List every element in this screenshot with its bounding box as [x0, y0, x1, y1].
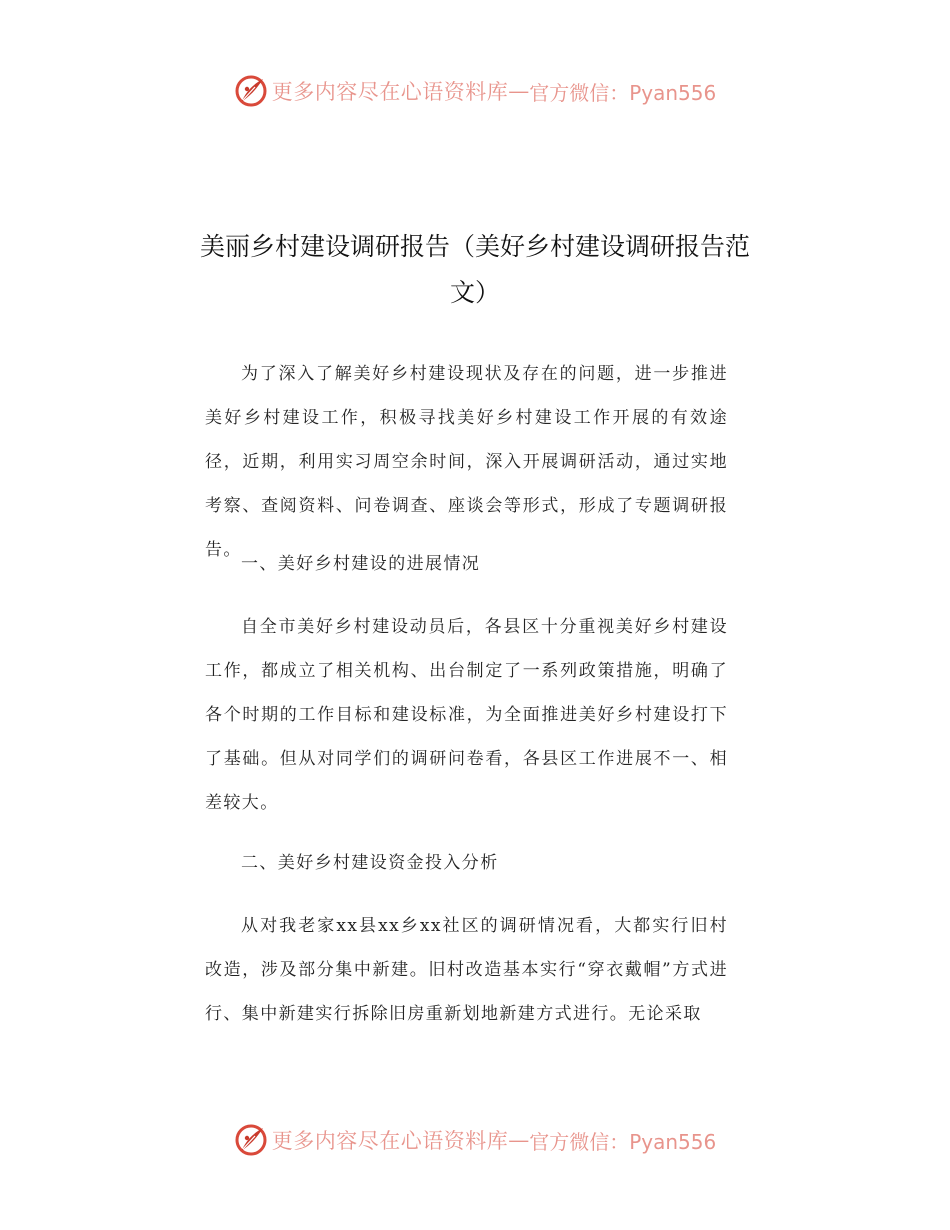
banner-contact: 官方微信：Pyan556: [529, 1129, 717, 1154]
banner-contact: 官方微信：Pyan556: [529, 80, 717, 105]
banner-separator: —: [508, 79, 530, 103]
quill-logo-icon: [234, 74, 268, 108]
progress-paragraph: 自全市美好乡村建设动员后，各县区十分重视美好乡村建设工作，都成立了相关机构、出台制定了一系列政策措施，明确了各个时期的工作目标和建设标准，为全面推进美好乡村建设打下了基础。但从对同学们的调研问卷看，各县区工作进展不一、相差较大。: [205, 617, 728, 813]
banner-title: 更多内容尽在心语资料库: [271, 80, 509, 104]
funding-paragraph: 从对我老家xx县xx乡xx社区的调研情况看，大都实行旧村改造，涉及部分集中新建。旧村改造基本实行“穿衣戴帽”方式进行、集中新建实行拆除旧房重新划地新建方式进行。无论采取: [205, 916, 728, 1024]
banner-title: 更多内容尽在心语资料库: [271, 1129, 509, 1153]
section-heading-progress: 一、美好乡村建设的进展情况: [241, 554, 481, 574]
intro-paragraph: 为了深入了解美好乡村建设现状及存在的问题，进一步推进美好乡村建设工作，积极寻找美好乡村建设工作开展的有效途径，近期，利用实习周空余时间，深入开展调研活动，通过实地考察、查阅资料、问卷调查、座谈会等形式，形成了专题调研报告。: [205, 364, 728, 560]
section-heading-funding: 二、美好乡村建设资金投入分析: [241, 853, 499, 873]
banner-separator: —: [508, 1128, 530, 1152]
document-title: 美丽乡村建设调研报告（美好乡村建设调研报告范文）: [199, 232, 750, 307]
header-banner: [0, 69, 950, 113]
footer-banner: [0, 1118, 950, 1162]
quill-logo-icon: [234, 1123, 268, 1157]
